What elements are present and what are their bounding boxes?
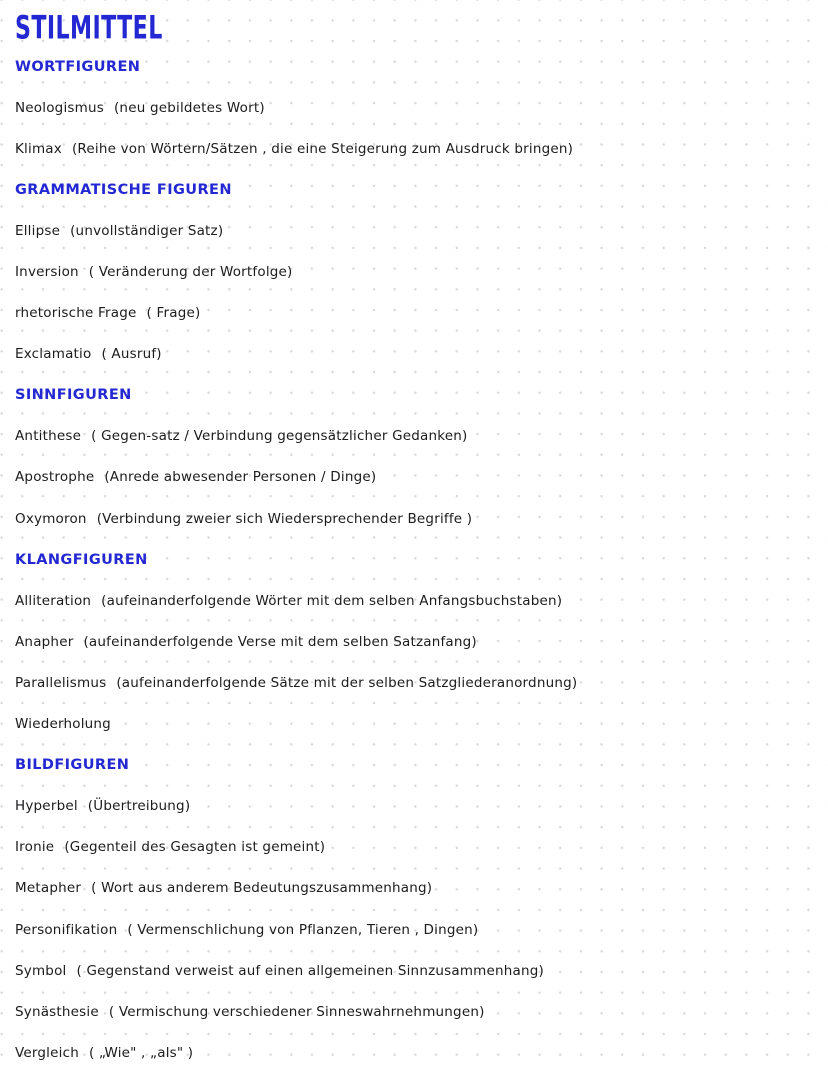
note-line [0, 868, 828, 909]
note-line [0, 251, 828, 292]
stilmittel-term: Synästhesie [15, 1003, 99, 1020]
note-line [0, 704, 828, 745]
stilmittel-definition: (Verbindung zweier sich Wiedersprechender Begriffe ) [96, 510, 473, 527]
stilmittel-term: Klimax [15, 140, 62, 157]
stilmittel-term: Ironie [15, 839, 55, 856]
stilmittel-definition: ( Wort aus anderem Bedeutungszusammenhang) [91, 880, 433, 897]
notes-list [0, 46, 828, 1069]
note-line [0, 416, 828, 457]
stilmittel-definition: (aufeinanderfolgende Sätze mit der selben Satzgliederanordnung) [116, 674, 578, 691]
note-line [0, 909, 828, 950]
stilmittel-term: Apostrophe [15, 469, 95, 486]
page-title: STILMITTEL [15, 10, 163, 47]
note-line [0, 334, 828, 375]
section-heading-sinnfiguren: SINNFIGUREN [15, 387, 132, 404]
note-line [0, 991, 828, 1032]
stilmittel-term: Personifikation [15, 921, 118, 938]
stilmittel-term: rhetorische Frage [15, 305, 137, 322]
note-line [0, 128, 828, 169]
stilmittel-definition: ( Gegen-satz / Verbindung gegensätzlicher Gedanken) [91, 428, 468, 445]
stilmittel-term: Metapher [15, 880, 82, 897]
stilmittel-term: Oxymoron [15, 510, 87, 527]
stilmittel-definition: (Anrede abwesender Personen / Dinge) [104, 469, 377, 486]
stilmittel-term: Symbol [15, 962, 67, 979]
section-heading-wortfiguren: WORTFIGUREN [15, 58, 141, 75]
stilmittel-term: Alliteration [15, 592, 92, 609]
stilmittel-term: Antithese [15, 428, 82, 445]
note-line [0, 87, 828, 128]
stilmittel-term: Exclamatio [15, 346, 92, 363]
note-line [0, 786, 828, 827]
stilmittel-definition: ( Frage) [146, 305, 201, 322]
stilmittel-term: Vergleich [15, 1044, 79, 1061]
stilmittel-term: Neologismus [15, 99, 104, 116]
stilmittel-definition: ( Gegenstand verweist auf einen allgemeinen Sinnzusammenhang) [76, 962, 545, 979]
stilmittel-definition: (Reihe von Wörtern/Sätzen , die eine Steigerung zum Ausdruck bringen) [71, 140, 574, 157]
stilmittel-definition: (neu gebildetes Wort) [113, 99, 265, 116]
note-line [0, 1032, 828, 1069]
stilmittel-term: Hyperbel [15, 798, 78, 815]
stilmittel-definition: ( Veränderung der Wortfolge) [88, 264, 293, 281]
stilmittel-definition: ( Vermenschlichung von Pflanzen, Tieren , Dingen) [127, 921, 479, 938]
note-line [0, 662, 828, 703]
stilmittel-definition: (Übertreibung) [87, 798, 191, 815]
note-line [0, 498, 828, 539]
note-line [0, 827, 828, 868]
note-line [0, 580, 828, 621]
section-heading-grammatische-figuren: GRAMMATISCHE FIGUREN [15, 181, 232, 198]
stilmittel-definition: (unvollständiger Satz) [70, 222, 224, 239]
stilmittel-definition: ( Ausruf) [101, 346, 162, 363]
stilmittel-term: Parallelismus [15, 674, 107, 691]
section-heading-klangfiguren: KLANGFIGUREN [15, 551, 148, 568]
stilmittel-term: Wiederholung [15, 716, 111, 733]
note-line [0, 210, 828, 251]
stilmittel-term: Inversion [15, 264, 79, 281]
stilmittel-term: Ellipse [15, 222, 61, 239]
stilmittel-definition: (aufeinanderfolgende Verse mit dem selben Satzanfang) [83, 633, 477, 650]
stilmittel-term: Anapher [15, 633, 74, 650]
note-line [0, 457, 828, 498]
note-line [0, 293, 828, 334]
section-heading-bildfiguren: BILDFIGUREN [15, 757, 130, 774]
stilmittel-definition: (Gegenteil des Gesagten ist gemeint) [64, 839, 326, 856]
stilmittel-definition: ( „Wie" , „als" ) [88, 1044, 194, 1061]
stilmittel-definition: (aufeinanderfolgende Wörter mit dem selben Anfangsbuchstaben) [101, 592, 563, 609]
note-line [0, 621, 828, 662]
note-line [0, 950, 828, 991]
stilmittel-definition: ( Vermischung verschiedener Sinneswahrnehmungen) [108, 1003, 485, 1020]
